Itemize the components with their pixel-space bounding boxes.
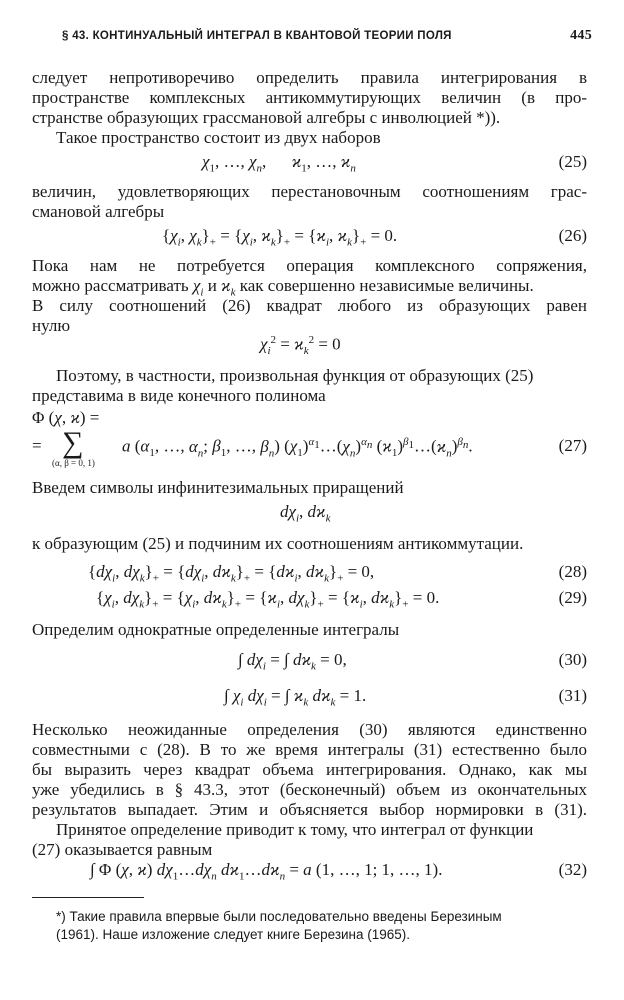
equation-differentials: $d\chi_i$, $dϰ_k$ [280,502,331,525]
footnote-rule [32,897,144,898]
text-line: странстве образующих грассмановой алгебры с инволюцией *)). [32,108,501,127]
equation-number: (26) [558,226,587,245]
equation-25: $\chi_1$, …, $\chi_n$, $ϰ_1$, …, $ϰ_n$ (25) [202,152,587,175]
equation-27: = ∑ (α, β = 0, 1) a ($\alpha_1$, …, $\alpha_n$; $\beta_1$, …, $\beta_n$) $(\chi_1)^{\alpha_1}\dots(\chi_n)^{\alpha_n}$ $(ϰ_1)^{\beta_1}\dots(ϰ_n)^{\beta_n}$. (27) [32,426,587,468]
equation-number: (27) [558,436,587,455]
footnote-line: *) Такие правила впервые были последовательно введены Березиным [56,909,502,924]
text-line: Такое пространство состоит из двух наборов [56,128,381,147]
text-line: (27) оказывается равным [32,840,213,859]
section-title: § 43. КОНТИНУАЛЬНЫЙ ИНТЕГРАЛ В КВАНТОВОЙ ТЕОРИИ ПОЛЯ [62,30,452,42]
text-line: Пока нам не потребуется операция комплексного сопряжения, [32,256,587,275]
equation-number: (32) [558,860,587,879]
text-line: результатов выпадает. Этим и объясняется выбор нормировки в (31). [32,800,587,819]
running-header [62,28,592,48]
text-line: Принятое определение приводит к тому, что интеграл от функции [56,820,534,839]
text-line: Несколько неожиданные определения (30) являются единственно [32,720,587,739]
text-line: совместными с (28). В то же время интегралы (31) естественно было [32,740,587,759]
equation-26: {$\chi_i$, $\chi_k\}_+ = \{\chi_i$, $ϰ_k\}_+ = \{ϰ_i$, $ϰ_k\}_+ = 0$. (26) [162,226,587,249]
equation-number: (29) [558,588,587,607]
text-line: представима в виде конечного полинома [32,386,326,405]
text-line: следует непротиворечиво определить правила интегрирования в [32,68,587,87]
text-line: Поэтому, в частности, произвольная функция от образующих (25) [56,366,534,385]
equation-number: (31) [558,686,587,705]
text-line: пространстве комплексных антикоммутирующих величин (в про- [32,88,587,107]
equation-square-zero: $\chi_i^2 = ϰ_k^2 = 0$ [260,334,341,358]
text-line: Введем символы инфинитезимальных приращений [32,478,404,497]
page-number: 445 [570,28,592,43]
text-line: бы выразить через квадрат объема интегрирования. Однако, как мы [32,760,587,779]
equation-29: {$\chi_i$, $d\chi_k\}_+ = \{\chi_i$, $dϰ_k\}_+ = \{ϰ_i$, $d\chi_k\}_+ = \{ϰ_i$, $dϰ_k\}_+ = 0$. (29) [96,588,587,611]
text-line: нулю [32,316,71,335]
equation-30: ∫ $d\chi_i$ = ∫ $dϰ_k = 0$, (30) [238,650,587,673]
equation-number: (30) [558,650,587,669]
equation-28: {$d\chi_i$, $d\chi_k\}_+ = \{d\chi_i$, $dϰ_k\}_+ = \{dϰ_i$, $dϰ_k\}_+ = 0$, (28) [88,562,587,585]
footnote-line: (1961). Наше изложение следует книге Березина (1965). [56,927,411,942]
text-line: уже убедились в § 43.3, этот (бесконечный) объем из окончательных [32,780,587,799]
text-line: к образующим (25) и подчиним их соотношениям антикоммутации. [32,534,524,553]
text-line: величин, удовлетворяющих перестановочным соотношениям грас- [32,182,587,201]
equation-27-lhs: Φ (χ, ϰ) = [32,408,100,427]
equation-number: (28) [558,562,587,581]
text-line: можно рассматривать $\chi_i$ и $ϰ_k$ как совершенно независимые величины. [32,276,534,299]
text-line: В силу соотношений (26) квадрат любого из образующих равен [32,296,587,315]
text-line: смановой алгебры [32,202,165,221]
equation-31: ∫ $\chi_i$ $d\chi_i$ = ∫ $ϰ_k$ $dϰ_k = 1$. (31) [224,686,587,709]
text-line: Определим однократные определенные интегралы [32,620,400,639]
equation-32: ∫ Φ (χ, ϰ) $d\chi_1\dots d\chi_n$ $dϰ_1\dots dϰ_n = a$ (1, …, 1; 1, …, 1). (32) [90,860,587,883]
equation-number: (25) [558,152,587,171]
